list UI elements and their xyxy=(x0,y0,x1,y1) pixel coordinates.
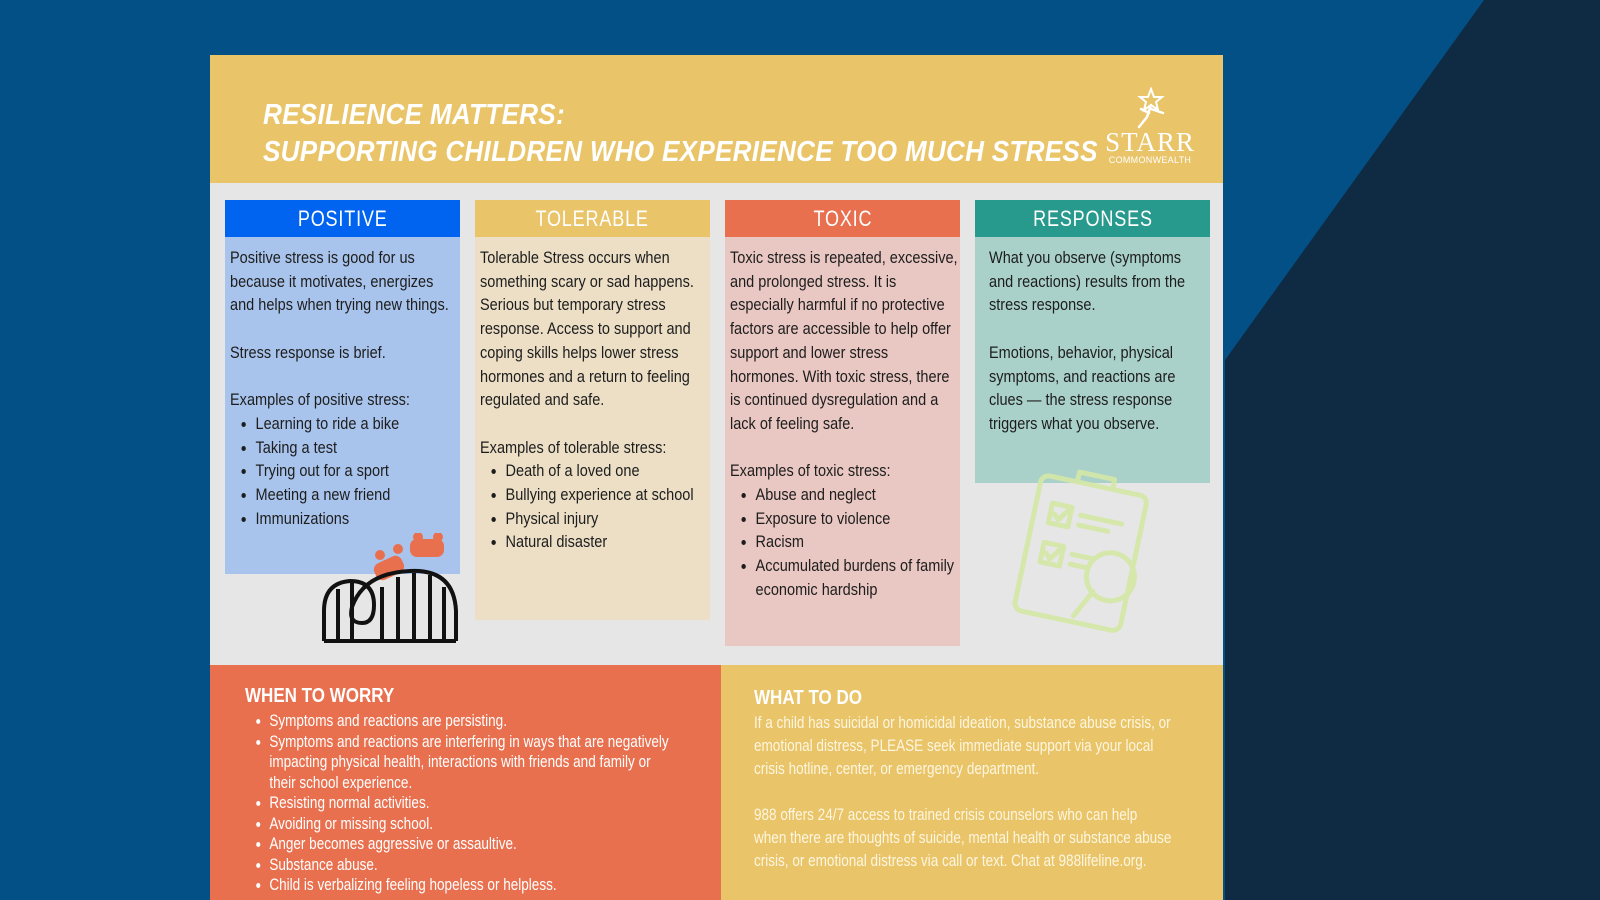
clipboard-checklist-magnifier-icon xyxy=(1005,467,1165,637)
list-item: • Child is verbalizing feeling hopeless or helpless. xyxy=(269,875,679,896)
tolerable-heading: TOLERABLE xyxy=(475,200,710,237)
list-item: • Death of a loved one xyxy=(506,460,709,484)
logo-wordmark: STARR xyxy=(1105,127,1195,157)
what-to-do-988-text: 988 offers 24/7 access to trained crisis counselors who can help when there are thoughts of suicide, mental health or substance abuse crisis, or emotional distress via call or text. Chat at 988lifeline.org. xyxy=(754,806,1172,870)
when-to-worry-title: WHEN TO WORRY xyxy=(245,685,395,707)
positive-body xyxy=(225,237,460,574)
list-item: • Immunizations xyxy=(256,508,459,532)
list-item: • Physical injury xyxy=(506,508,709,532)
list-item: • Meeting a new friend xyxy=(256,484,459,508)
what-to-do-section xyxy=(721,665,1223,900)
responses-body xyxy=(975,237,1210,483)
toxic-description: Toxic stress is repeated, excessive, and prolonged stress. It is especially harmful if no protective factors are accessible to help offer support and lower stress hormones. With toxic stress, there is continued dysregulation and a lack of feeling safe. xyxy=(730,249,958,433)
list-item: • Exposure to violence xyxy=(756,508,959,532)
list-item: • Racism xyxy=(756,531,959,555)
list-item: • Symptoms and reactions are interfering in ways that are negatively impacting physical health, interactions with friends and family or their school experience. xyxy=(269,732,679,794)
list-item: • Taking a test xyxy=(256,437,459,461)
starr-person-star-icon xyxy=(1127,87,1173,129)
positive-description: Positive stress is good for us because it motivates, energizes and helps when trying new things. xyxy=(230,249,449,315)
toxic-examples-list xyxy=(730,484,959,603)
list-item: • Substance abuse. xyxy=(269,855,679,876)
list-item: • Learning to ride a bike xyxy=(256,413,459,437)
list-item: • Accumulated burdens of family economic hardship xyxy=(756,555,959,602)
list-item: • Bullying experience at school xyxy=(506,484,709,508)
logo-subtitle: COMMONWEALTH xyxy=(1108,155,1192,165)
when-to-worry-section xyxy=(210,665,721,900)
responses-clues: Emotions, behavior, physical symptoms, and reactions are clues — the stress response triggers what you observe. xyxy=(989,343,1176,433)
responses-description: What you observe (symptoms and reactions) results from the stress response. xyxy=(989,249,1186,315)
resilience-poster xyxy=(210,55,1223,900)
tolerable-examples-list xyxy=(480,460,709,555)
poster-header xyxy=(210,55,1223,183)
toxic-examples-label: Examples of toxic stress: xyxy=(730,462,891,481)
responses-column xyxy=(975,200,1210,483)
starr-logo xyxy=(1100,87,1200,172)
toxic-heading: TOXIC xyxy=(725,200,960,237)
title-line-2: SUPPORTING CHILDREN WHO EXPERIENCE TOO MUCH STRESS xyxy=(263,136,1098,168)
positive-column xyxy=(225,200,460,574)
positive-duration: Stress response is brief. xyxy=(230,343,386,362)
tolerable-examples-label: Examples of tolerable stress: xyxy=(480,438,667,457)
responses-heading: RESPONSES xyxy=(975,200,1210,237)
what-to-do-title: WHAT TO DO xyxy=(754,687,862,709)
positive-examples-list xyxy=(230,413,459,532)
list-item: • Symptoms and reactions are persisting. xyxy=(269,711,679,732)
tolerable-column xyxy=(475,200,710,620)
tolerable-body xyxy=(475,237,710,620)
list-item: • Resisting normal activities. xyxy=(269,793,679,814)
what-to-do-crisis-text: If a child has suicidal or homicidal ideation, substance abuse crisis, or emotional distress, PLEASE seek immediate support via your local crisis hotline, center, or emergency department. xyxy=(754,714,1171,778)
list-item: • Trying out for a sport xyxy=(256,460,459,484)
positive-examples-label: Examples of positive stress: xyxy=(230,391,410,410)
toxic-body xyxy=(725,237,960,646)
tolerable-description: Tolerable Stress occurs when something scary or sad happens. Serious but temporary stress response. Access to support and coping skills helps lower stress hormones and a return to feeling regulated and safe. xyxy=(480,249,694,410)
when-to-worry-list xyxy=(248,711,679,896)
list-item: • Avoiding or missing school. xyxy=(269,814,679,835)
list-item: • Anger becomes aggressive or assaultive. xyxy=(269,834,679,855)
poster-title xyxy=(263,97,1098,171)
roller-coaster-icon xyxy=(322,533,462,645)
list-item: • Abuse and neglect xyxy=(756,484,959,508)
title-line-1: RESILIENCE MATTERS: xyxy=(263,99,565,131)
toxic-column xyxy=(725,200,960,646)
positive-heading: POSITIVE xyxy=(225,200,460,237)
list-item: • Natural disaster xyxy=(506,531,709,555)
